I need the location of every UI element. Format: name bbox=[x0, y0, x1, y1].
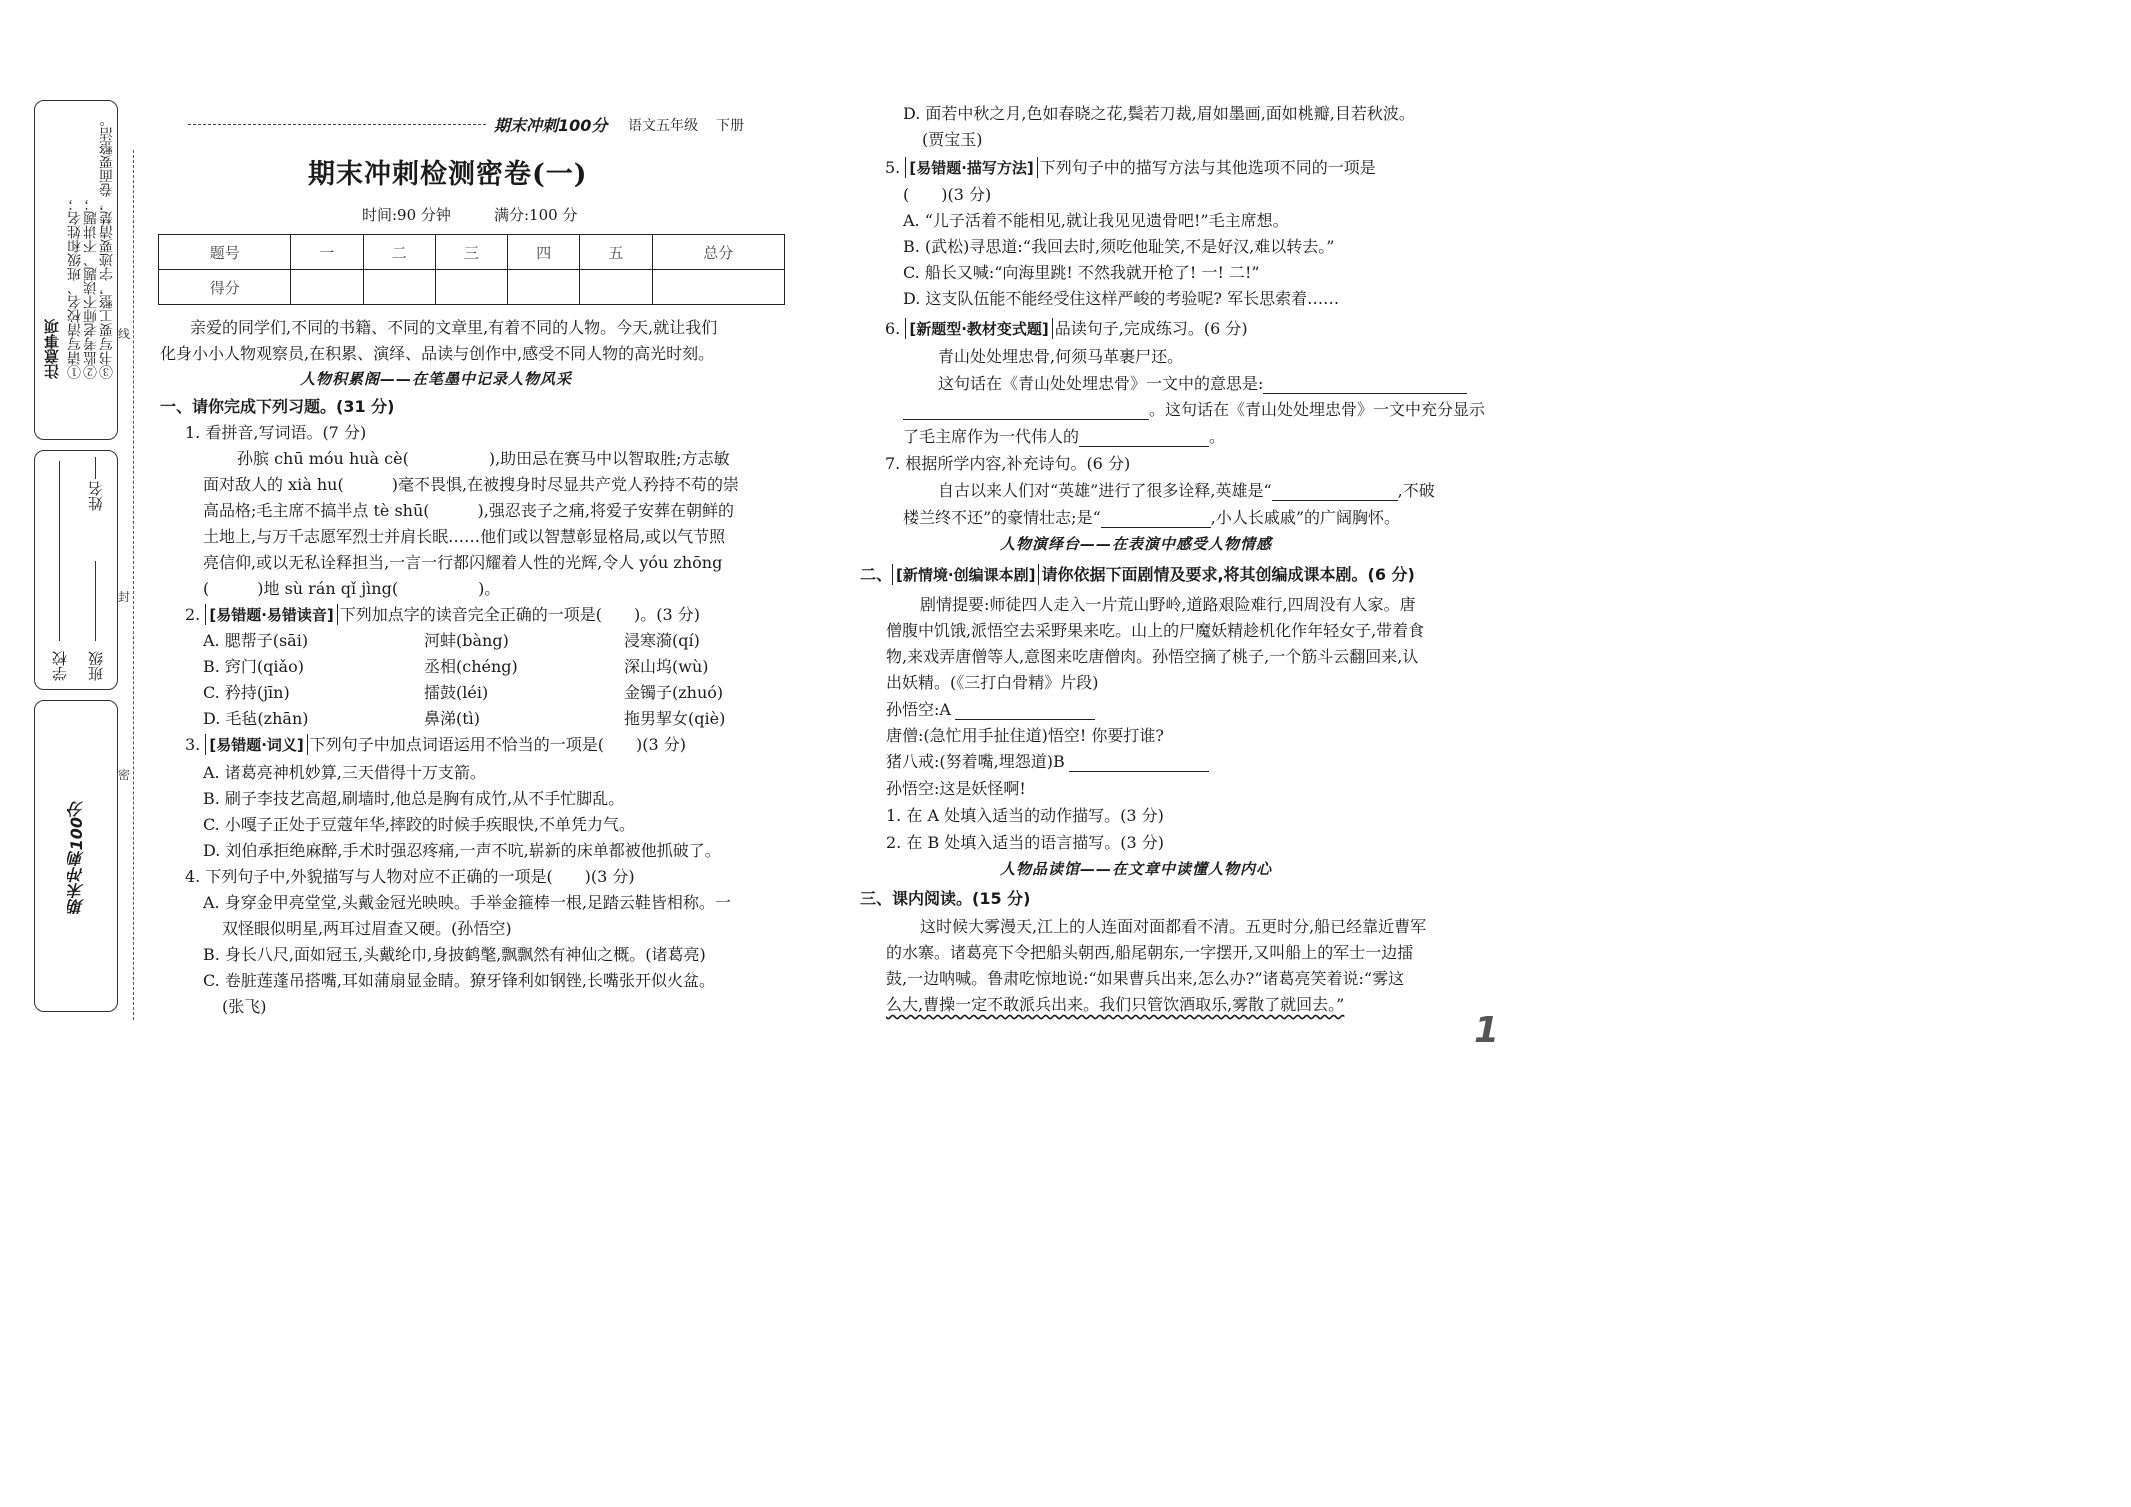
q4-option-d-cont: (贾宝玉) bbox=[922, 130, 983, 149]
header-series: 期末冲刺100分 bbox=[494, 116, 608, 135]
section-banner: 人物演绎台——在表演中感受人物情感 bbox=[1000, 535, 1273, 553]
q5-tag: [易错题·描写方法] bbox=[905, 157, 1037, 178]
student-info-box bbox=[34, 450, 118, 690]
q5-title: 下列句子中的描写方法与其他选项不同的一项是 bbox=[1039, 158, 1376, 177]
q1-title: 1. 看拼音,写词语。(7 分) bbox=[185, 423, 367, 442]
q2-option: 拖男挈女(qiè) bbox=[624, 709, 726, 728]
header-subject: 语文五年级 bbox=[628, 118, 698, 134]
q6-answer-blank[interactable] bbox=[1079, 428, 1209, 447]
score-cell[interactable] bbox=[508, 270, 580, 305]
score-header-cell: 三 bbox=[435, 235, 507, 270]
binding-cut-line bbox=[133, 150, 134, 1020]
q3-tag: [易错题·词义] bbox=[205, 734, 307, 755]
score-header-cell: 一 bbox=[291, 235, 363, 270]
q2-option: 河蚌(bàng) bbox=[424, 631, 509, 650]
score-header-cell: 题号 bbox=[159, 235, 291, 270]
q3-option[interactable]: A. 诸葛亮神机妙算,三天借得十万支箭。 bbox=[203, 763, 486, 782]
notice-item: ②监考老师不读题、不讲题； bbox=[83, 197, 99, 379]
score-row-label: 得分 bbox=[159, 270, 291, 305]
cut-mark: 密 bbox=[118, 768, 131, 782]
q4-line[interactable]: A. 身穿金甲亮堂堂,头戴金冠光映映。手举金箍棒一根,足踏云鞋皆相称。一 bbox=[203, 893, 731, 912]
q6-line3-end: 。 bbox=[1209, 427, 1226, 446]
q3-title: 下列句子中加点词语运用不恰当的一项是( )(3 分) bbox=[309, 735, 687, 754]
part2-dialogue bbox=[886, 697, 1095, 720]
score-table-header-row bbox=[159, 235, 785, 270]
q4-line[interactable]: B. 身长八尺,面如冠玉,头戴纶巾,身披鹤氅,飘飘然有神仙之概。(诸葛亮) bbox=[203, 945, 706, 964]
answer-blank-b[interactable] bbox=[1069, 753, 1209, 772]
name-line[interactable] bbox=[95, 457, 96, 479]
notice-item: ①请写清校名、班级和姓名； bbox=[67, 197, 83, 379]
q7-line1-text: 自古以来人们对“英雄”进行了很多诠释,英雄是“ bbox=[938, 481, 1272, 500]
score-header-cell: 二 bbox=[363, 235, 435, 270]
school-label: 学校 bbox=[51, 651, 69, 681]
score-header-cell: 五 bbox=[580, 235, 652, 270]
q2-option: 金镯子(zhuó) bbox=[624, 683, 724, 702]
score-cell[interactable] bbox=[652, 270, 784, 305]
q1-line: 面对敌人的 xià hu( )毫不畏惧,在被搜身时尽显共产党人矜持不苟的崇 bbox=[203, 475, 740, 494]
part3-title: 三、课内阅读。(15 分) bbox=[860, 889, 1031, 908]
q7-line2 bbox=[903, 505, 1400, 528]
q5-heading bbox=[885, 155, 1376, 178]
q6-title: 品读句子,完成练习。(6 分) bbox=[1054, 319, 1248, 338]
name-label: 姓名 bbox=[87, 481, 105, 511]
part2-plot-line: 僧腹中饥饿,派悟空去采野果来吃。山上的尸魔妖精趁机化作年轻女子,带着食 bbox=[886, 621, 1425, 640]
reading-line: 鼓,一边呐喊。鲁肃吃惊地说:“如果曹兵出来,怎么办?”诸葛亮笑着说:“雾这 bbox=[886, 969, 1405, 988]
intro-line: 亲爱的同学们,不同的书籍、不同的文章里,有着不同的人物。今天,就让我们 bbox=[190, 318, 718, 337]
q6-heading bbox=[885, 316, 1248, 339]
page-number: 1 bbox=[1473, 1010, 1499, 1051]
section-banner: 人物品读馆——在文章中读懂人物内心 bbox=[1000, 860, 1273, 878]
score-table bbox=[158, 234, 785, 305]
answer-blank-a[interactable] bbox=[955, 701, 1095, 720]
part2-plot-line: 剧情提要:师徒四人走入一片荒山野岭,道路艰险难行,四周没有人家。唐 bbox=[920, 595, 1416, 614]
q5-option[interactable]: B. (武松)寻思道:“我回去时,须吃他耻笑,不是好汉,难以转去。” bbox=[903, 237, 1335, 256]
q4-line: 双怪眼似明星,两耳过眉查又硬。(孙悟空) bbox=[222, 919, 512, 938]
q2-option: 丞相(chéng) bbox=[424, 657, 518, 676]
q2-option: 擂鼓(léi) bbox=[424, 683, 489, 702]
q4-title: 4. 下列句子中,外貌描写与人物对应不正确的一项是( )(3 分) bbox=[185, 867, 635, 886]
header-dash-line bbox=[188, 124, 486, 125]
q3-option[interactable]: D. 刘伯承拒绝麻醉,手术时强忍疼痛,一声不吭,崭新的床单都被他抓破了。 bbox=[203, 841, 721, 860]
reading-line: 的水寨。诸葛亮下令把船头朝西,船尾朝东,一字摆开,又叫船上的军士一边擂 bbox=[886, 943, 1414, 962]
part2-task: 2. 在 B 处填入适当的语言描写。(3 分) bbox=[886, 833, 1165, 852]
notice-item: ③书写要工整，字迹要清楚，卷面要整洁。 bbox=[99, 113, 115, 379]
q6-line1 bbox=[938, 371, 1467, 394]
q5-option[interactable]: D. 这支队伍能不能经受住这样严峻的考验呢? 军长思索着…… bbox=[903, 289, 1340, 308]
q2-title: 下列加点字的读音完全正确的一项是( )。(3 分) bbox=[339, 605, 701, 624]
q6-line1-text: 这句话在《青山处处埋忠骨》一文中的意思是: bbox=[938, 374, 1264, 393]
part2-dialogue: 孙悟空:这是妖怪啊! bbox=[886, 779, 1026, 798]
q6-line2 bbox=[903, 397, 1485, 420]
exam-full-score: 满分:100 分 bbox=[494, 206, 578, 224]
page-title: 期末冲刺检测密卷(一) bbox=[308, 159, 588, 190]
q2-tag: [易错题·易错读音] bbox=[205, 604, 337, 625]
reading-line-underlined: 么大,曹操一定不敢派兵出来。我们只管饮酒取乐,雾散了就回去。” bbox=[886, 995, 1345, 1014]
part2-dialogue bbox=[886, 749, 1209, 772]
class-line[interactable] bbox=[95, 561, 96, 641]
q3-number: 3. bbox=[185, 735, 206, 754]
q2-option[interactable]: D. 毛毡(zhān) bbox=[203, 709, 309, 728]
part2-plot-line: 出妖精。(《三打白骨精》片段) bbox=[886, 673, 1099, 692]
q7-line1-end: ,不破 bbox=[1397, 481, 1435, 500]
score-cell[interactable] bbox=[291, 270, 363, 305]
q5-option[interactable]: A. “儿子活着不能相见,就让我见见遗骨吧!”毛主席想。 bbox=[903, 211, 1289, 230]
reading-line: 这时候大雾漫天,江上的人连面对面都看不清。五更时分,船已经靠近曹军 bbox=[920, 917, 1427, 936]
part2-title: 请你依据下面剧情及要求,将其创编成课本剧。(6 分) bbox=[1041, 565, 1415, 584]
q2-option[interactable]: C. 矜持(jīn) bbox=[203, 683, 290, 702]
q5-option[interactable]: C. 船长又喊:“向海里跳! 不然我就开枪了! 一! 二!” bbox=[903, 263, 1260, 282]
section-banner: 人物积累阁——在笔墨中记录人物风采 bbox=[300, 370, 573, 388]
q4-line: (张飞) bbox=[222, 997, 267, 1016]
score-header-cell: 总分 bbox=[652, 235, 784, 270]
q6-quote: 青山处处埋忠骨,何须马革裹尸还。 bbox=[938, 347, 1184, 366]
q1-line: 土地上,与万千志愿军烈士并肩长眠……他们或以智慧彰显格局,或以气节照 bbox=[203, 527, 726, 546]
q6-line3 bbox=[903, 424, 1225, 447]
score-cell[interactable] bbox=[363, 270, 435, 305]
q7-answer-blank[interactable] bbox=[1101, 509, 1211, 528]
q6-answer-blank[interactable] bbox=[903, 401, 1149, 420]
dialogue-text: 孙悟空:A bbox=[886, 700, 951, 719]
header-volume: 下册 bbox=[716, 118, 744, 134]
class-label: 班级 bbox=[87, 651, 105, 681]
score-header-cell: 四 bbox=[508, 235, 580, 270]
q2-option: 鼻涕(tì) bbox=[424, 709, 481, 728]
q6-line3-text: 了毛主席作为一代伟人的 bbox=[903, 427, 1080, 446]
cut-mark: 封 bbox=[118, 590, 131, 604]
q6-number: 6. bbox=[885, 319, 901, 338]
part2-number: 二、 bbox=[860, 565, 893, 584]
q2-option: 深山坞(wù) bbox=[624, 657, 709, 676]
q2-number: 2. bbox=[185, 605, 206, 624]
part2-task: 1. 在 A 处填入适当的动作描写。(3 分) bbox=[886, 806, 1164, 825]
q6-answer-blank[interactable] bbox=[1263, 375, 1467, 394]
part2-tag: [新情境·创编课本剧] bbox=[892, 564, 1039, 585]
intro-line: 化身小小人物观察员,在积累、演绎、品读与创作中,感受不同人物的高光时刻。 bbox=[160, 344, 715, 363]
q7-answer-blank[interactable] bbox=[1272, 482, 1398, 501]
part1-title: 一、请你完成下列习题。(31 分) bbox=[160, 397, 395, 416]
q7-title: 7. 根据所学内容,补充诗句。(6 分) bbox=[885, 454, 1131, 473]
exam-time: 时间:90 分钟 bbox=[362, 206, 451, 224]
q4-option-d[interactable]: D. 面若中秋之月,色如春晓之花,鬓若刀裁,眉如墨画,面如桃瓣,目若秋波。 bbox=[903, 104, 1415, 123]
score-table-score-row bbox=[159, 270, 785, 305]
school-line[interactable] bbox=[59, 461, 60, 641]
q7-line2-text: 楼兰终不还”的豪情壮志;是“ bbox=[903, 508, 1101, 527]
q1-line: 高品格;毛主席不搞半点 tè shū( ),强忍丧子之痛,将爱子安葬在朝鲜的 bbox=[203, 501, 734, 520]
q4-line[interactable]: C. 卷脏莲蓬吊搭嘴,耳如蒲扇显金睛。獠牙锋利如钢锉,长嘴张开似火盆。 bbox=[203, 971, 716, 990]
q2-option[interactable]: B. 窍门(qiǎo) bbox=[203, 657, 304, 676]
q3-option[interactable]: C. 小嘎子正处于豆蔻年华,摔跤的时候手疾眼快,不单凭力气。 bbox=[203, 815, 636, 834]
q2-option[interactable]: A. 腮帮子(sāi) bbox=[203, 631, 309, 650]
part2-dialogue: 唐僧:(急忙用手扯住道)悟空! 你要打谁? bbox=[886, 726, 1164, 745]
q7-line2-end: ,小人长戚戚”的广阔胸怀。 bbox=[1210, 508, 1401, 527]
q1-line: 孙膑 chū móu huà cè( ),助田忌在赛马中以智取胜;方志敏 bbox=[237, 449, 730, 468]
part2-plot-line: 物,来戏弄唐僧等人,意图来吃唐僧肉。孙悟空摘了桃子,一个筋斗云翻回来,认 bbox=[886, 647, 1419, 666]
q7-line1 bbox=[938, 478, 1435, 501]
part2-heading bbox=[860, 562, 1415, 585]
dialogue-text: 猪八戒:(努着嘴,埋怨道)B bbox=[886, 752, 1065, 771]
q3-option[interactable]: B. 刷子李技艺高超,刷墙时,他总是胸有成竹,从不手忙脚乱。 bbox=[203, 789, 625, 808]
notice-box bbox=[34, 100, 118, 440]
q5-score: ( )(3 分) bbox=[903, 185, 992, 204]
q2-option: 浸寒漪(qí) bbox=[624, 631, 700, 650]
brand-box bbox=[34, 700, 118, 1012]
score-cell[interactable] bbox=[580, 270, 652, 305]
cut-mark: 线 bbox=[118, 327, 131, 341]
score-cell[interactable] bbox=[435, 270, 507, 305]
q1-line: ( )地 sù rán qǐ jìng( )。 bbox=[203, 579, 501, 598]
q3-heading bbox=[185, 732, 686, 755]
q1-line: 亮信仰,或以无私诠释担当,一言一行都闪耀着人性的光辉,令人 yóu zhōng bbox=[203, 553, 723, 572]
q6-tag: [新题型·教材变式题] bbox=[905, 318, 1052, 339]
brand-logo: 期末冲刺100分 bbox=[67, 801, 86, 915]
q6-line2-text: 。这句话在《青山处处埋忠骨》一文中充分显示 bbox=[1149, 400, 1486, 419]
q2-heading bbox=[185, 602, 700, 625]
notice-title: 注意事项 bbox=[43, 319, 61, 379]
q5-number: 5. bbox=[885, 158, 901, 177]
